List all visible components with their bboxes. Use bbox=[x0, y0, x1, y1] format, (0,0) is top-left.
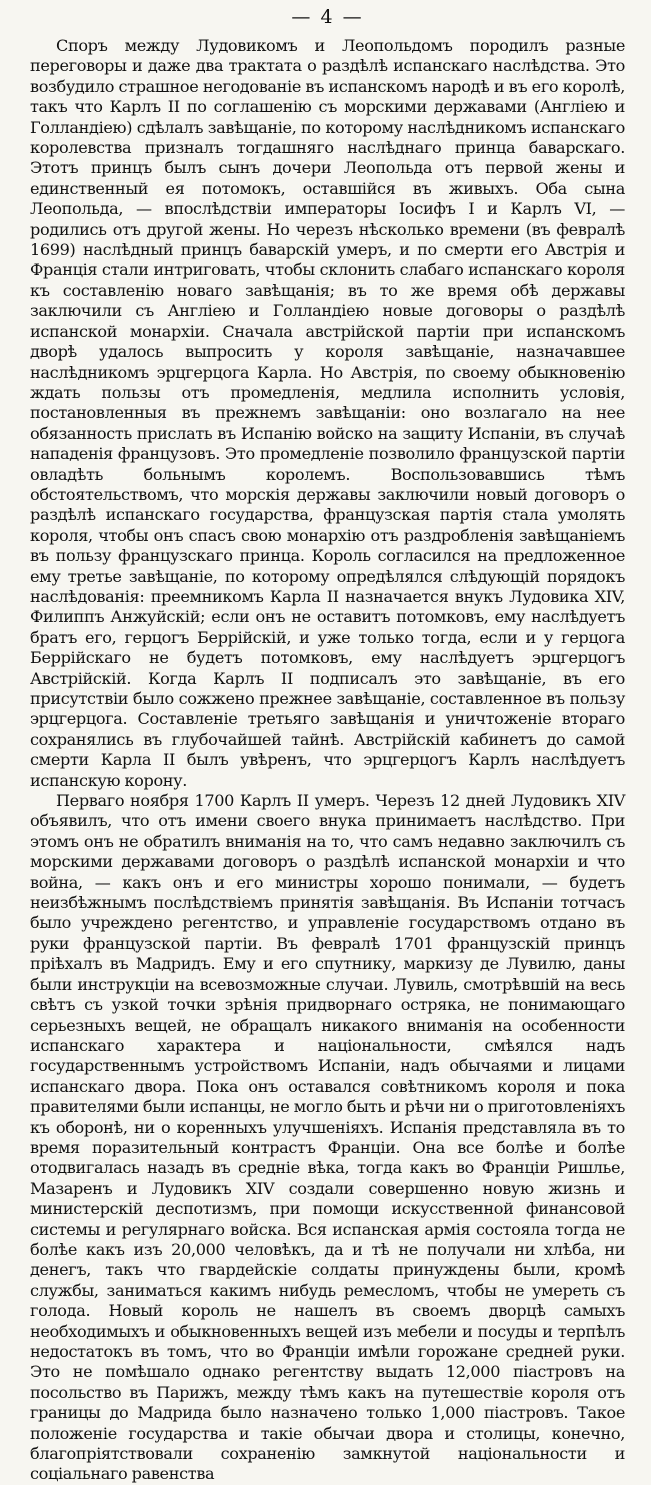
page-number: — 4 — bbox=[291, 6, 364, 28]
paragraph-2: Перваго ноября 1700 Карлъ II умеръ. Черезъ 12 дней Лудовикъ XIV объявилъ, что отъ имени своего внука принимаетъ наслѣдство. При этомъ онъ не обратилъ вниманія на то, что самъ недавно заключилъ съ морскими державами договоръ о раздѣлѣ испанской монархіи и что война, — какъ онъ и его министры хорошо понимали, — будетъ неизбѣжнымъ послѣдствіемъ принятія завѣщанія. Въ Испаніи тотчасъ было учреждено регентство, и управленіе государствомъ отдано въ руки французской партіи. Въ февралѣ 1701 французскій принцъ пріѣхалъ въ Мадридъ. Ему и его спутнику, маркизу де Лувилю, даны были инструкціи на всевозможные случаи. Лувиль, смотрѣвшій на весь свѣтъ съ узкой точки зрѣнія придворнаго остряка, не понимающаго серьезныхъ вещей, не обращалъ никакого вниманія на особенности испанскаго характера и національности, смѣялся надъ государственнымъ устройствомъ Испаніи, надъ обычаями и лицами испанскаго двора. Пока онъ оставался совѣтникомъ короля и пока правителями были испанцы, не могло быть и рѣчи ни о приготовленіяхъ къ оборонѣ, ни о коренныхъ улучшеніяхъ. Испанія представляла въ то время поразительный контрастъ Франціи. Она все болѣе и болѣе отодвигалась назадъ въ средніе вѣка, тогда какъ во Франціи Ришлье, Мазаренъ и Лудовикъ XIV создали совершенно новую жизнь и министерскій деспотизмъ, при помощи искусственной финансовой системы и регулярнаго войска. Вся испанская армія состояла тогда не болѣе какъ изъ 20,000 человѣкъ, да и тѣ не получали ни хлѣба, ни денегъ, такъ что гвардейскіе солдаты принуждены были, кромѣ службы, заниматься какимъ нибудь ремесломъ, чтобы не умереть съ голода. Новый король не нашелъ въ своемъ дворцѣ самыхъ необходимыхъ и обыкновенныхъ вещей изъ мебели и посуды и терпѣлъ недостатокъ въ томъ, что во Франціи имѣли горожане средней руки. Это не помѣшало однако регентству выдать 12,000 піастровъ на посольство въ Парижъ, между тѣмъ какъ на путешествіе короля отъ границы до Мадрида было назначено только 1,000 піастровъ. Такое положеніе государства и такіе обычаи двора и столицы, конечно, благопріятствовали сохраненію замкнутой національности и соціальнаго равенства bbox=[30, 791, 625, 1484]
body-text bbox=[30, 36, 625, 1485]
paragraph-1: Споръ между Лудовикомъ и Леопольдомъ породилъ разные переговоры и даже два трактата о раздѣлѣ испанскаго наслѣдства. Это возбудило страшное негодованіе въ испанскомъ народѣ и въ его королѣ, такъ что Карлъ II по соглашенію съ морскими державами (Англіею и Голландіею) сдѣлалъ завѣщаніе, по которому наслѣдникомъ испанскаго королевства призналъ тогдашняго наслѣднаго принца баварскаго. Этотъ принцъ былъ сынъ дочери Леопольда отъ первой жены и единственный ея потомокъ, оставшійся въ живыхъ. Оба сына Леопольда, — впослѣдствіи императоры Іосифъ I и Карлъ VI, — родились отъ другой жены. Но черезъ нѣсколько времени (въ февралѣ 1699) наслѣдный принцъ баварскій умеръ, и по смерти его Австрія и Франція стали интриговать, чтобы склонить слабаго испанскаго короля къ составленію новаго завѣщанія; въ то же время обѣ державы заключили съ Англіею и Голландіею новые договоры о раздѣлѣ испанской монархіи. Сначала австрійской партіи при испанскомъ дворѣ удалось выпросить у короля завѣщаніе, назначавшее наслѣдникомъ эрцгерцога Карла. Но Австрія, по своему обыкновенію ждать пользы отъ промедленія, медлила исполнить условія, постановленныя въ прежнемъ завѣщаніи: оно возлагало на нее обязанность прислать въ Испанію войско на защиту Испаніи, въ случаѣ нападенія французовъ. Это промедленіе позволило французской партіи овладѣть больнымъ королемъ. Воспользовавшись тѣмъ обстоятельствомъ, что морскія державы заключили новый договоръ о раздѣлѣ испанскаго государства, французская партія стала умолять короля, чтобы онъ спасъ свою монархію отъ раздробленія завѣщаніемъ въ пользу французскаго принца. Король согласился на предложенное ему третье завѣщаніе, по которому опредѣлялся слѣдующій порядокъ наслѣдованія: преемникомъ Карла II назначается внукъ Лудовика XIV, Филиппъ Анжуйскій; если онъ не оставитъ потомковъ, ему наслѣдуетъ братъ его, герцогъ Беррійскій, и уже только тогда, если и у герцога Беррійскаго не будетъ потомковъ, ему наслѣдуетъ эрцгерцогъ Австрійскій. Когда Карлъ II подписалъ это завѣщаніе, въ его присутствіи было сожжено прежнее завѣщаніе, составленное въ пользу эрцгерцога. Составленіе третьяго завѣщанія и уничтоженіе втораго сохранялись въ глубочайшей тайнѣ. Австрійскій кабинетъ до самой смерти Карла II былъ увѣренъ, что эрцгерцогъ Карлъ наслѣдуетъ испанскую корону. bbox=[30, 36, 625, 790]
